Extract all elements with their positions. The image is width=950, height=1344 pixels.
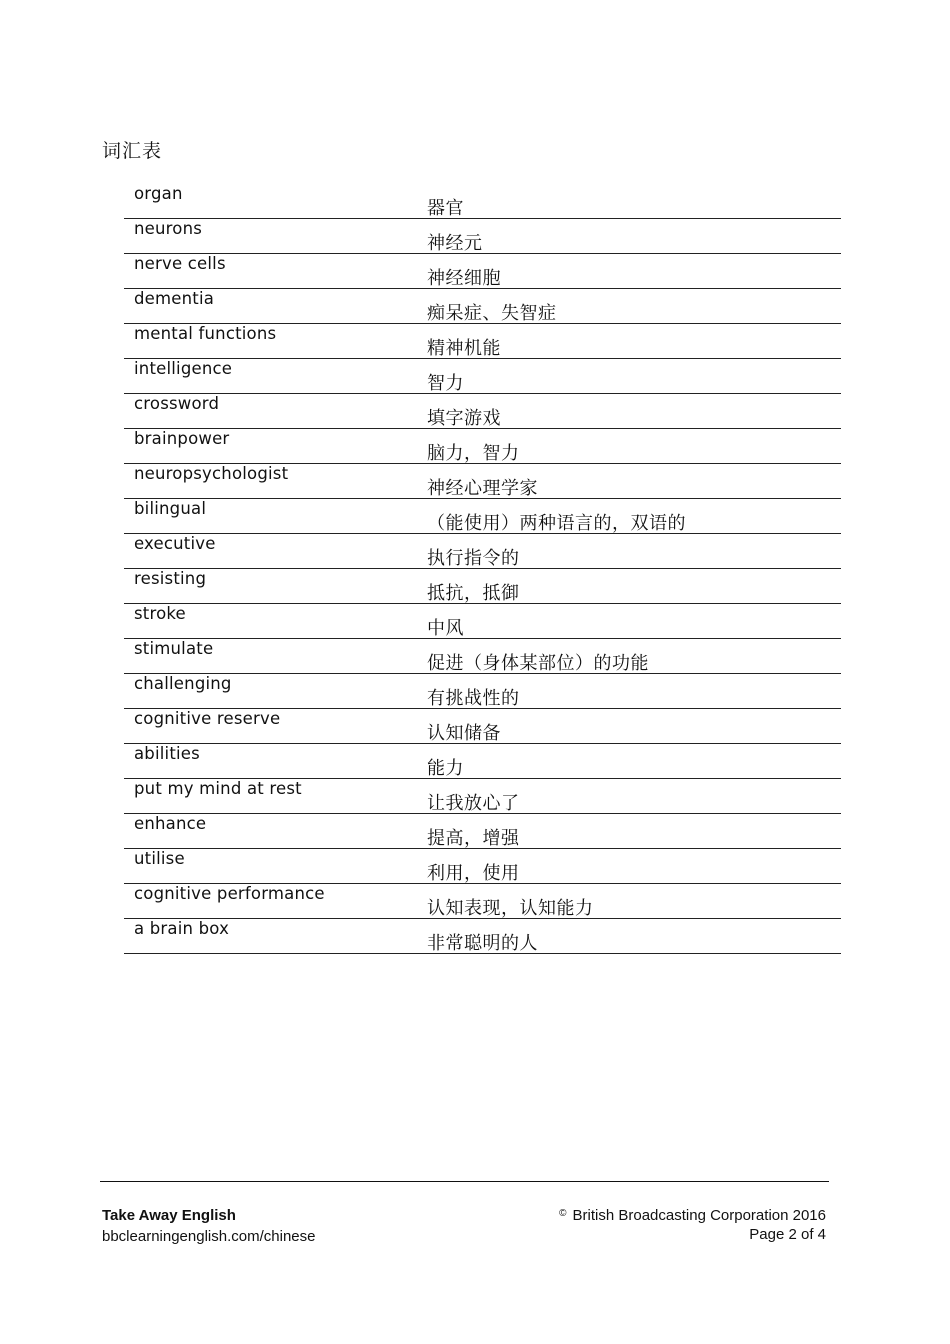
table-row [124,849,841,884]
vocab-term: stimulate [134,639,214,658]
vocab-term: enhance [134,814,207,833]
footer-left [102,1206,315,1246]
vocab-term: challenging [134,674,232,693]
vocab-term: mental functions [134,324,277,343]
vocab-translation: 器官 [427,198,464,219]
table-row [124,499,841,534]
vocab-term: brainpower [134,429,230,448]
vocab-term: put my mind at rest [134,779,302,798]
table-row [124,884,841,919]
table-row [124,359,841,394]
vocab-term: executive [134,534,216,553]
footer-right [559,1206,826,1244]
copyright-symbol: © [559,1208,567,1219]
footer-brand: Take Away English [102,1207,236,1224]
table-row [124,324,841,359]
table-row [124,254,841,289]
vocab-translation: 填字游戏 [427,408,501,429]
table-row [124,534,841,569]
table-row [124,604,841,639]
table-row [124,394,841,429]
table-row [124,744,841,779]
vocab-translation: 认知储备 [427,723,501,744]
vocab-translation: 中风 [427,618,464,639]
vocab-translation: 执行指令的 [427,548,520,569]
vocab-term: dementia [134,289,215,308]
vocab-translation: 提高，增强 [427,828,520,849]
vocab-translation: 神经元 [427,233,483,254]
table-row [124,814,841,849]
vocabulary-table [124,184,841,954]
table-row [124,429,841,464]
vocab-translation: 利用，使用 [427,863,520,884]
vocab-translation: 神经细胞 [427,268,501,289]
table-row [124,639,841,674]
vocab-term: abilities [134,744,200,763]
vocab-translation: 非常聪明的人 [427,933,538,954]
vocab-translation: 智力 [427,373,464,394]
table-row [124,569,841,604]
vocab-term: stroke [134,604,186,623]
vocab-translation: 有挑战性的 [427,688,520,709]
table-row [124,289,841,324]
vocab-translation: 痴呆症、失智症 [427,303,557,324]
page-heading: 词汇表 [102,140,163,162]
vocab-term: cognitive reserve [134,709,281,728]
vocab-term: cognitive performance [134,884,325,903]
vocab-translation: 能力 [427,758,464,779]
table-row [124,184,841,219]
vocab-translation: 促进（身体某部位）的功能 [427,653,649,674]
table-row [124,779,841,814]
vocab-term: crossword [134,394,220,413]
vocab-translation: 脑力，智力 [427,443,520,464]
page-number: Page 2 of 4 [749,1226,826,1243]
table-row [124,219,841,254]
table-row [124,464,841,499]
vocab-term: bilingual [134,499,207,518]
vocab-translation: 神经心理学家 [427,478,538,499]
vocab-term: nerve cells [134,254,226,273]
vocab-term: intelligence [134,359,233,378]
vocab-translation: 抵抗，抵御 [427,583,520,604]
footer-url: bbclearningenglish.com/chinese [102,1228,316,1245]
vocab-term: resisting [134,569,207,588]
vocab-term: a brain box [134,919,230,938]
table-row [124,674,841,709]
vocab-term: utilise [134,849,185,868]
vocab-term: organ [134,184,183,203]
table-row [124,709,841,744]
footer-divider [100,1181,829,1182]
vocab-term: neuropsychologist [134,464,289,483]
vocab-translation: 认知表现，认知能力 [427,898,594,919]
copyright-text: British Broadcasting Corporation 2016 [572,1207,826,1224]
vocab-translation: 让我放心了 [427,793,520,814]
table-row [124,919,841,954]
vocab-translation: 精神机能 [427,338,501,359]
vocab-translation: （能使用）两种语言的，双语的 [427,513,686,534]
vocab-term: neurons [134,219,203,238]
